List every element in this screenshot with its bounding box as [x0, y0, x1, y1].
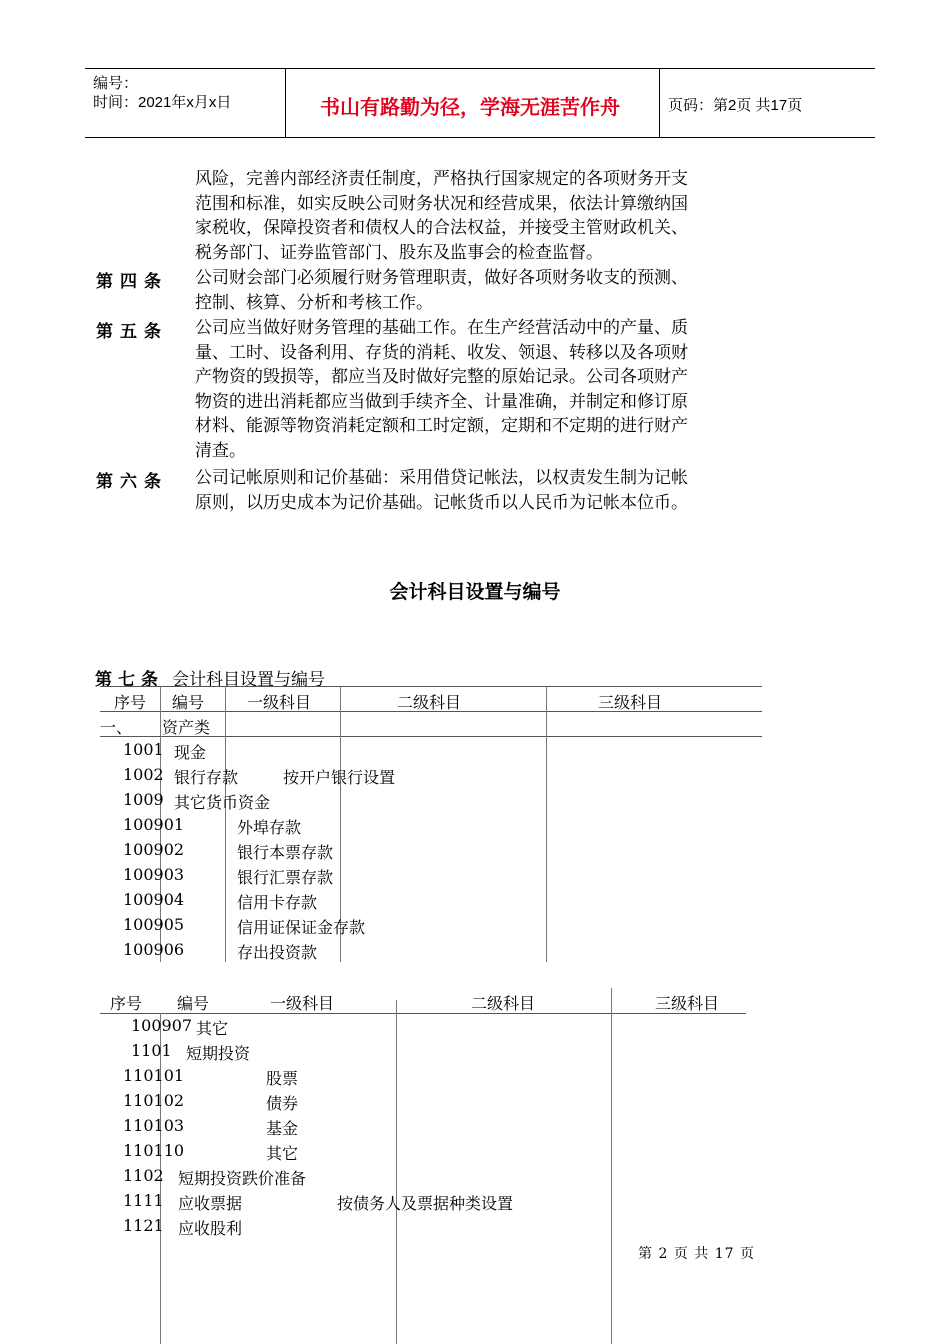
column-divider	[225, 686, 226, 962]
account-code: 1009	[123, 790, 164, 809]
header-page-info: 页码：第2页 共17页	[668, 97, 803, 114]
level2-account: 外埠存款	[237, 818, 302, 837]
section-title: 会计科目设置与编号	[389, 581, 561, 603]
level2-account: 信用卡存款	[237, 893, 318, 912]
article-label: 第四条	[96, 272, 168, 292]
column-divider	[611, 988, 612, 1344]
level2-account: 股票	[266, 1069, 299, 1088]
document-date: 时间：2021年x月x日	[93, 94, 232, 111]
account-code: 1102	[123, 1166, 164, 1185]
text-line: 公司财会部门必须履行财务管理职责，做好各项财务收支的预测、	[195, 268, 688, 288]
account-code: 1101	[131, 1041, 172, 1060]
column-header: 一级科目	[270, 994, 335, 1013]
level1-account: 短期投资	[186, 1044, 251, 1063]
level1-account: 短期投资跌价准备	[178, 1169, 307, 1188]
category-number: 一、	[100, 718, 133, 737]
account-code: 100904	[123, 890, 185, 909]
text-line: 控制、核算、分析和考核工作。	[195, 292, 433, 313]
text-line: 产物资的毁损等，都应当及时做好完整的原始记录。公司各项财产	[195, 367, 688, 387]
account-code: 110103	[123, 1116, 185, 1135]
accounts-table-2	[100, 988, 746, 1344]
column-header: 序号	[114, 693, 147, 712]
column-divider	[396, 1000, 397, 1344]
accounts-table-1	[100, 686, 762, 962]
account-code: 1111	[123, 1191, 164, 1210]
text-line: 原则，以历史成本为记价基础。记帐货币以人民币为记帐本位币。	[195, 492, 688, 513]
account-code: 100906	[123, 940, 185, 959]
column-header: 编号	[172, 693, 205, 712]
header-divider	[659, 69, 660, 137]
account-code: 100907	[131, 1016, 193, 1035]
account-code: 100903	[123, 865, 185, 884]
column-header: 三级科目	[655, 994, 720, 1013]
level1-account: 其它货币资金	[174, 793, 271, 812]
level1-account: 应收股利	[178, 1219, 243, 1238]
text-line: 量、工时、设备利用、存货的消耗、收发、领退、转移以及各项财	[195, 342, 688, 363]
article-label: 第七条	[95, 670, 164, 690]
text-line: 材料、能源等物资消耗定额和工时定额，定期和不定期的进行财产	[195, 416, 688, 436]
account-code: 100902	[123, 840, 185, 859]
text-line: 物资的进出消耗都应当做到手续齐全、计量准确，并制定和修订原	[195, 391, 688, 412]
level2-account: 银行本票存款	[237, 843, 334, 862]
text-line: 公司记帐原则和记价基础：采用借贷记帐法，以权责发生制为记帐	[195, 468, 688, 488]
account-code: 1001	[123, 740, 164, 759]
level2-account: 债券	[266, 1094, 299, 1113]
account-code: 110101	[123, 1066, 185, 1085]
level2-account: 信用证保证金存款	[237, 918, 366, 937]
level2-account: 存出投资款	[237, 943, 318, 962]
level2-account: 基金	[266, 1119, 299, 1138]
account-code: 110102	[123, 1091, 185, 1110]
column-header: 三级科目	[598, 693, 663, 712]
article-label: 第五条	[96, 322, 168, 342]
account-code: 100901	[123, 815, 185, 834]
text-line: 家税收，保障投资者和债权人的合法权益，并接受主管财政机关、	[195, 218, 688, 238]
article-body	[195, 316, 688, 463]
table-rule	[100, 686, 762, 687]
page-footer: 第 2 页 共 17 页	[638, 1246, 755, 1262]
level1-account: 现金	[174, 743, 207, 762]
account-code: 1121	[123, 1216, 164, 1235]
level1-account: 银行存款	[174, 768, 239, 787]
text-line: 税务部门、证券监管部门、股东及监事会的检查监督。	[195, 242, 603, 263]
level1-account: 其它	[196, 1019, 229, 1038]
article-body	[195, 266, 688, 315]
page-header	[85, 68, 875, 138]
level2-account: 按开户银行设置	[283, 768, 396, 787]
column-header: 二级科目	[471, 994, 536, 1013]
level2-account: 其它	[266, 1144, 299, 1163]
account-code: 1002	[123, 765, 164, 784]
text-line: 清查。	[195, 440, 246, 461]
account-code: 100905	[123, 915, 185, 934]
level2-account: 银行汇票存款	[237, 868, 334, 887]
level1-account: 应收票据	[178, 1194, 243, 1213]
article-label: 第六条	[96, 472, 168, 492]
text-line: 范围和标准，如实反映公司财务状况和经营成果，依法计算缴纳国	[195, 193, 688, 214]
text-line: 风险，完善内部经济责任制度，严格执行国家规定的各项财务开支	[195, 169, 688, 189]
column-divider	[546, 686, 547, 962]
continuation-paragraph	[195, 167, 688, 265]
column-header: 编号	[177, 994, 210, 1013]
column-header: 二级科目	[397, 693, 462, 712]
article-body	[195, 466, 688, 515]
header-motto: 书山有路勤为径，学海无涯苦作舟	[320, 95, 620, 119]
account-code: 110110	[123, 1141, 185, 1160]
document-number: 编号：	[93, 75, 139, 92]
text-line: 公司应当做好财务管理的基础工作。在生产经营活动中的产量、质	[195, 318, 688, 338]
column-header: 一级科目	[247, 693, 312, 712]
level2-account: 按债务人及票据种类设置	[337, 1194, 514, 1213]
column-header: 序号	[110, 994, 143, 1013]
category-name: 资产类	[162, 718, 211, 737]
article-title: 会计科目设置与编号	[172, 670, 325, 690]
